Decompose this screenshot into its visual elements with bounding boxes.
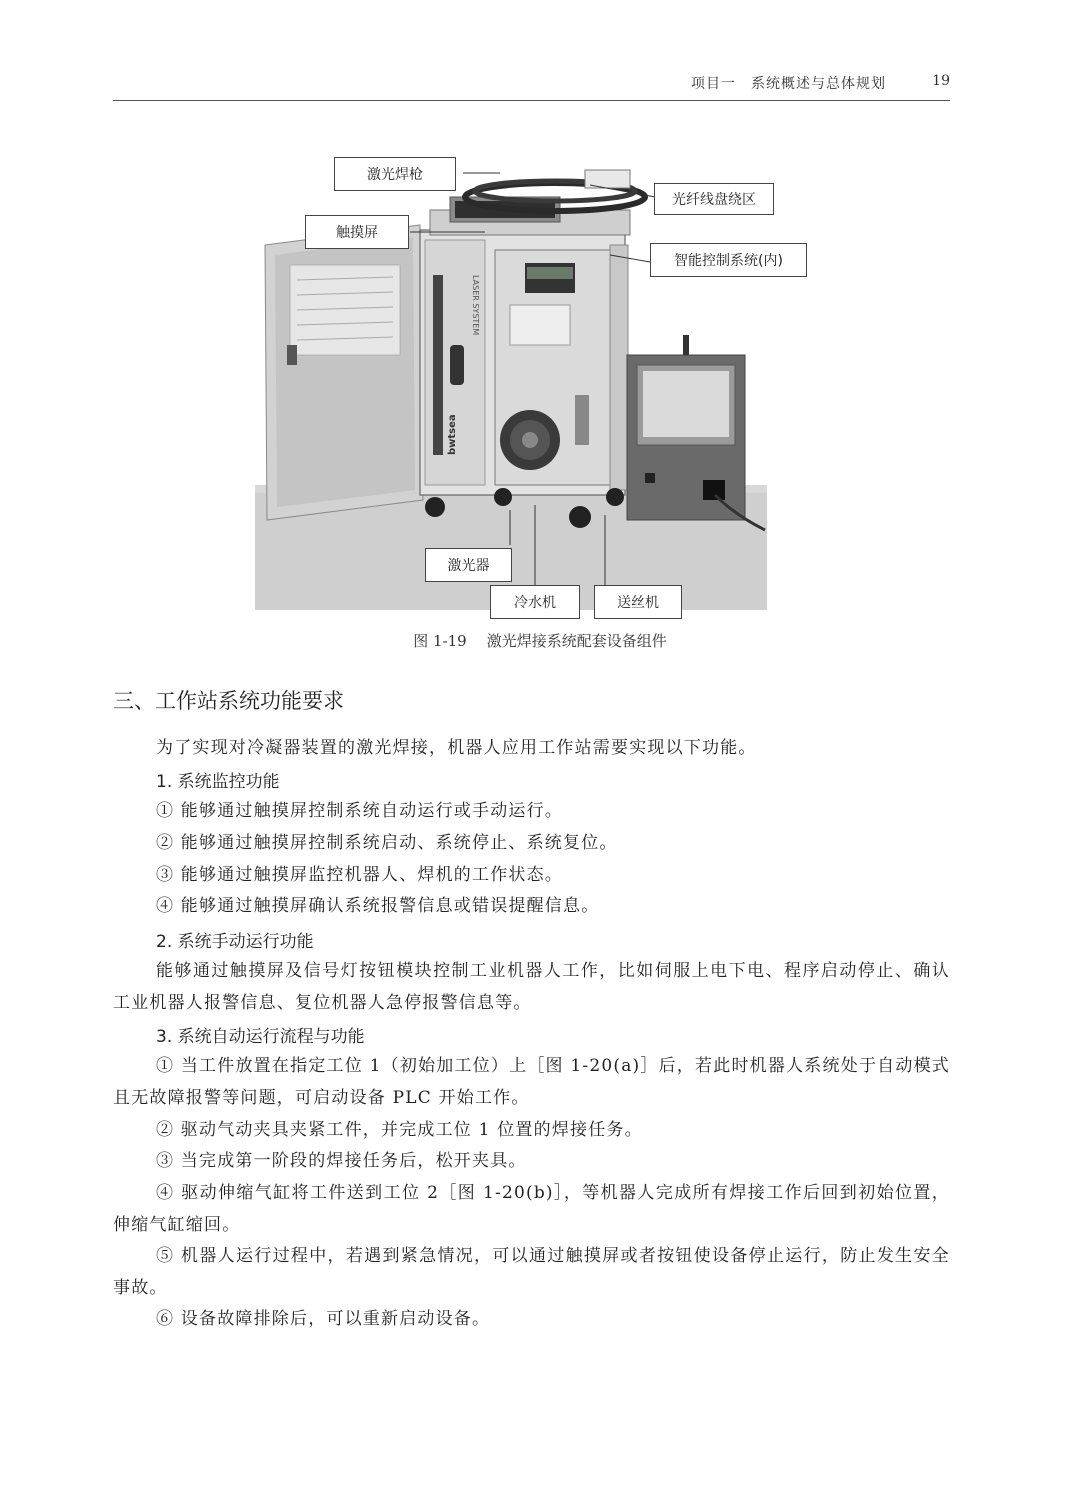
label-touch-screen: 触摸屏 bbox=[305, 215, 409, 249]
label-laser-gun: 激光焊枪 bbox=[334, 157, 456, 191]
page-header bbox=[113, 68, 950, 101]
subheading-1: 1. 系统监控功能 bbox=[156, 772, 280, 792]
header-title: 项目一 系统概述与总体规划 bbox=[691, 76, 886, 92]
item-3-2: ② 驱动气动夹具夹紧工件，并完成工位 1 位置的焊接任务。 bbox=[156, 1120, 643, 1140]
item-1-2: ② 能够通过触摸屏控制系统启动、系统停止、系统复位。 bbox=[156, 833, 618, 853]
subheading-3: 3. 系统自动运行流程与功能 bbox=[156, 1027, 365, 1047]
item-3-1: ① 当工件放置在指定工位 1（初始加工位）上［图 1-20(a)］后，若此时机器人系统处于自动模式且无故障报警等问题，可启动设备 PLC 开始工作。 bbox=[113, 1056, 950, 1108]
label-control-system: 智能控制系统(内) bbox=[650, 243, 807, 277]
caption-number: 图 1-19 bbox=[413, 632, 467, 650]
paragraph-2: 能够通过触摸屏及信号灯按钮模块控制工业机器人工作，比如伺服上电下电、程序启动停止、确认工业机器人报警信息、复位机器人急停报警信息等。 bbox=[113, 961, 950, 1013]
label-laser: 激光器 bbox=[425, 548, 512, 582]
machine-side-label: LASER SYSTEM bbox=[471, 275, 480, 336]
intro-paragraph: 为了实现对冷凝器装置的激光焊接，机器人应用工作站需要实现以下功能。 bbox=[156, 738, 757, 758]
caption-text: 激光焊接系统配套设备组件 bbox=[486, 632, 667, 650]
brand-label: bwtsea bbox=[447, 414, 458, 455]
item-1-3: ③ 能够通过触摸屏监控机器人、焊机的工作状态。 bbox=[156, 865, 564, 885]
label-wire-feeder: 送丝机 bbox=[594, 585, 682, 619]
figure-caption bbox=[0, 630, 1080, 651]
item-3-6: ⑥ 设备故障排除后，可以重新启动设备。 bbox=[156, 1309, 491, 1329]
page-number: 19 bbox=[932, 73, 950, 89]
item-1-4: ④ 能够通过触摸屏确认系统报警信息或错误提醒信息。 bbox=[156, 896, 600, 916]
section-heading: 三、工作站系统功能要求 bbox=[113, 689, 344, 713]
label-water-cooler: 冷水机 bbox=[490, 585, 580, 619]
item-3-5: ⑤ 机器人运行过程中，若遇到紧急情况，可以通过触摸屏或者按钮使设备停止运行，防止发生安全事故。 bbox=[113, 1246, 950, 1298]
item-3-3: ③ 当完成第一阶段的焊接任务后，松开夹具。 bbox=[156, 1151, 527, 1171]
item-1-1: ① 能够通过触摸屏控制系统自动运行或手动运行。 bbox=[156, 801, 564, 821]
item-3-4: ④ 驱动伸缩气缸将工件送到工位 2［图 1-20(b)］，等机器人完成所有焊接工作后回到初始位置，伸缩气缸缩回。 bbox=[113, 1183, 950, 1235]
label-fiber-area: 光纤线盘绕区 bbox=[654, 183, 774, 215]
subheading-2: 2. 系统手动运行功能 bbox=[156, 932, 314, 952]
figure-1-19 bbox=[255, 155, 805, 610]
